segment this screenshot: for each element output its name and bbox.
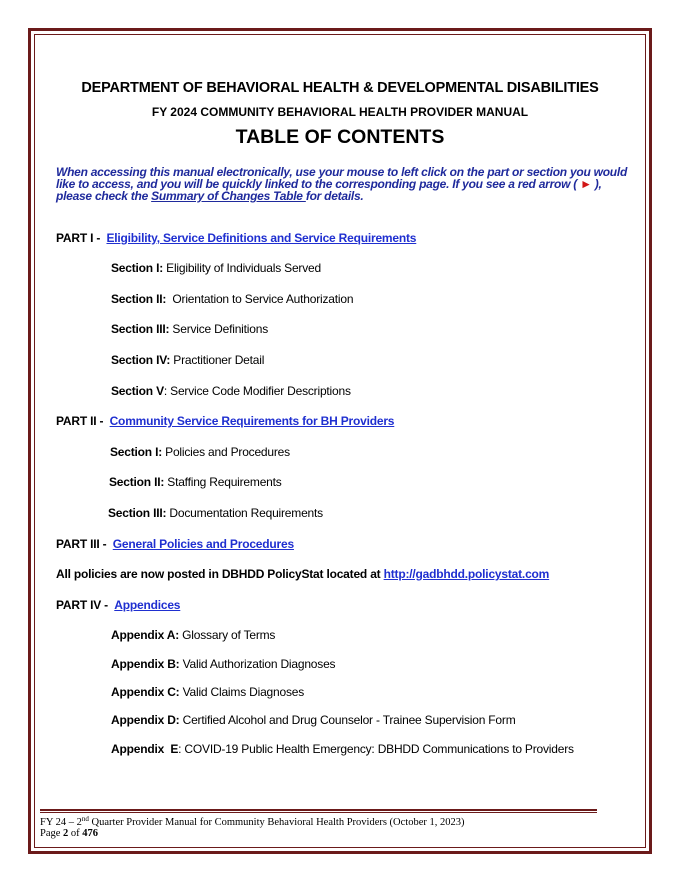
section-label: Section V: [111, 384, 164, 398]
policystat-note-text: All policies are now posted in DBHDD PolicyStat located at: [56, 567, 384, 581]
section-title: Policies and Procedures: [162, 445, 290, 459]
footer-superscript: nd: [81, 815, 89, 823]
part-4-link[interactable]: Appendices: [114, 598, 181, 612]
part-1: [56, 231, 416, 245]
toc-appendix[interactable]: [111, 657, 335, 671]
part-2: [56, 414, 394, 428]
department-heading: DEPARTMENT OF BEHAVIORAL HEALTH & DEVELOPMENTAL DISABILITIES: [81, 80, 599, 96]
section-label: Section II:: [111, 292, 167, 306]
section-title: Orientation to Service Authorization: [166, 292, 354, 306]
policystat-note: [56, 567, 549, 581]
part-3-link[interactable]: General Policies and Procedures: [112, 537, 294, 551]
appendix-label: Appendix D:: [111, 713, 180, 727]
toc-section[interactable]: [111, 353, 264, 367]
toc-appendix[interactable]: [111, 742, 574, 756]
part-3: [56, 537, 294, 551]
intro-text-end: for details.: [305, 189, 364, 203]
toc-section[interactable]: [111, 261, 321, 275]
section-label: Section III:: [111, 322, 170, 336]
red-arrow-icon: ►: [580, 177, 592, 191]
toc-appendix[interactable]: [111, 685, 304, 699]
part-2-link[interactable]: Community Service Requirements for BH Providers: [109, 414, 395, 428]
part-4: [56, 598, 180, 612]
section-label: Section IV:: [111, 353, 171, 367]
page-label: Page: [40, 828, 64, 839]
part-label: PART IV -: [56, 598, 108, 612]
appendix-title: Valid Claims Diagnoses: [179, 685, 305, 699]
appendix-label: Appendix A:: [111, 628, 180, 642]
footer-text-rest: Quarter Provider Manual for Community Behavioral Health Providers (October 1, 2023): [88, 817, 465, 828]
appendix-label: Appendix E: [111, 742, 179, 756]
appendix-label: Appendix C:: [111, 685, 180, 699]
section-title: Documentation Requirements: [166, 506, 323, 520]
appendix-title: Valid Authorization Diagnoses: [179, 657, 336, 671]
appendix-label: Appendix B:: [111, 657, 180, 671]
intro-paragraph: [56, 166, 636, 202]
section-label: Section III:: [108, 506, 167, 520]
section-label: Section I:: [110, 445, 163, 459]
toc-appendix[interactable]: [111, 628, 275, 642]
footer-rule: [40, 809, 597, 811]
part-1-link[interactable]: Eligibility, Service Definitions and Service Requirements: [106, 231, 417, 245]
toc-section[interactable]: [110, 445, 290, 459]
appendix-title: Glossary of Terms: [179, 628, 276, 642]
part-label: PART III -: [56, 537, 107, 551]
page-number: [40, 828, 98, 839]
toc-section[interactable]: [111, 322, 268, 336]
page-of: of: [68, 828, 83, 839]
intro-text: When accessing this manual electronically, use your mouse to left click on the part or section you would like to access, and you will be quickly linked to the corresponding page. If you see a red arrow (: [56, 165, 628, 191]
intro-text-middle: ), please check the: [56, 177, 602, 203]
toc-appendix[interactable]: [111, 713, 516, 727]
policystat-link[interactable]: http://gadbhdd.policystat.com: [383, 567, 550, 581]
toc-section[interactable]: [109, 475, 282, 489]
section-label: Section I:: [111, 261, 164, 275]
section-title: Service Definitions: [169, 322, 268, 336]
toc-section[interactable]: [108, 506, 323, 520]
section-title: : Service Code Modifier Descriptions: [163, 384, 351, 398]
section-title: Staffing Requirements: [164, 475, 282, 489]
section-title: Practitioner Detail: [170, 353, 265, 367]
appendix-title: : COVID-19 Public Health Emergency: DBHDD Communications to Providers: [178, 742, 574, 756]
footer-text: FY 24 – 2: [40, 817, 82, 828]
section-title: Eligibility of Individuals Served: [163, 261, 321, 275]
toc-section[interactable]: [111, 292, 353, 306]
manual-title: FY 2024 COMMUNITY BEHAVIORAL HEALTH PROVIDER MANUAL: [151, 105, 529, 119]
current-page: 2: [63, 828, 69, 839]
part-label: PART II -: [56, 414, 104, 428]
footer-title: [40, 815, 465, 828]
toc-section[interactable]: [111, 384, 351, 398]
summary-of-changes-link[interactable]: Summary of Changes Table: [151, 189, 306, 203]
section-label: Section II:: [109, 475, 165, 489]
toc-title: TABLE OF CONTENTS: [235, 126, 445, 148]
total-pages: 476: [82, 828, 99, 839]
appendix-title: Certified Alcohol and Drug Counselor - Trainee Supervision Form: [179, 713, 516, 727]
part-label: PART I -: [56, 231, 101, 245]
footer-rule-thin: [40, 812, 597, 813]
